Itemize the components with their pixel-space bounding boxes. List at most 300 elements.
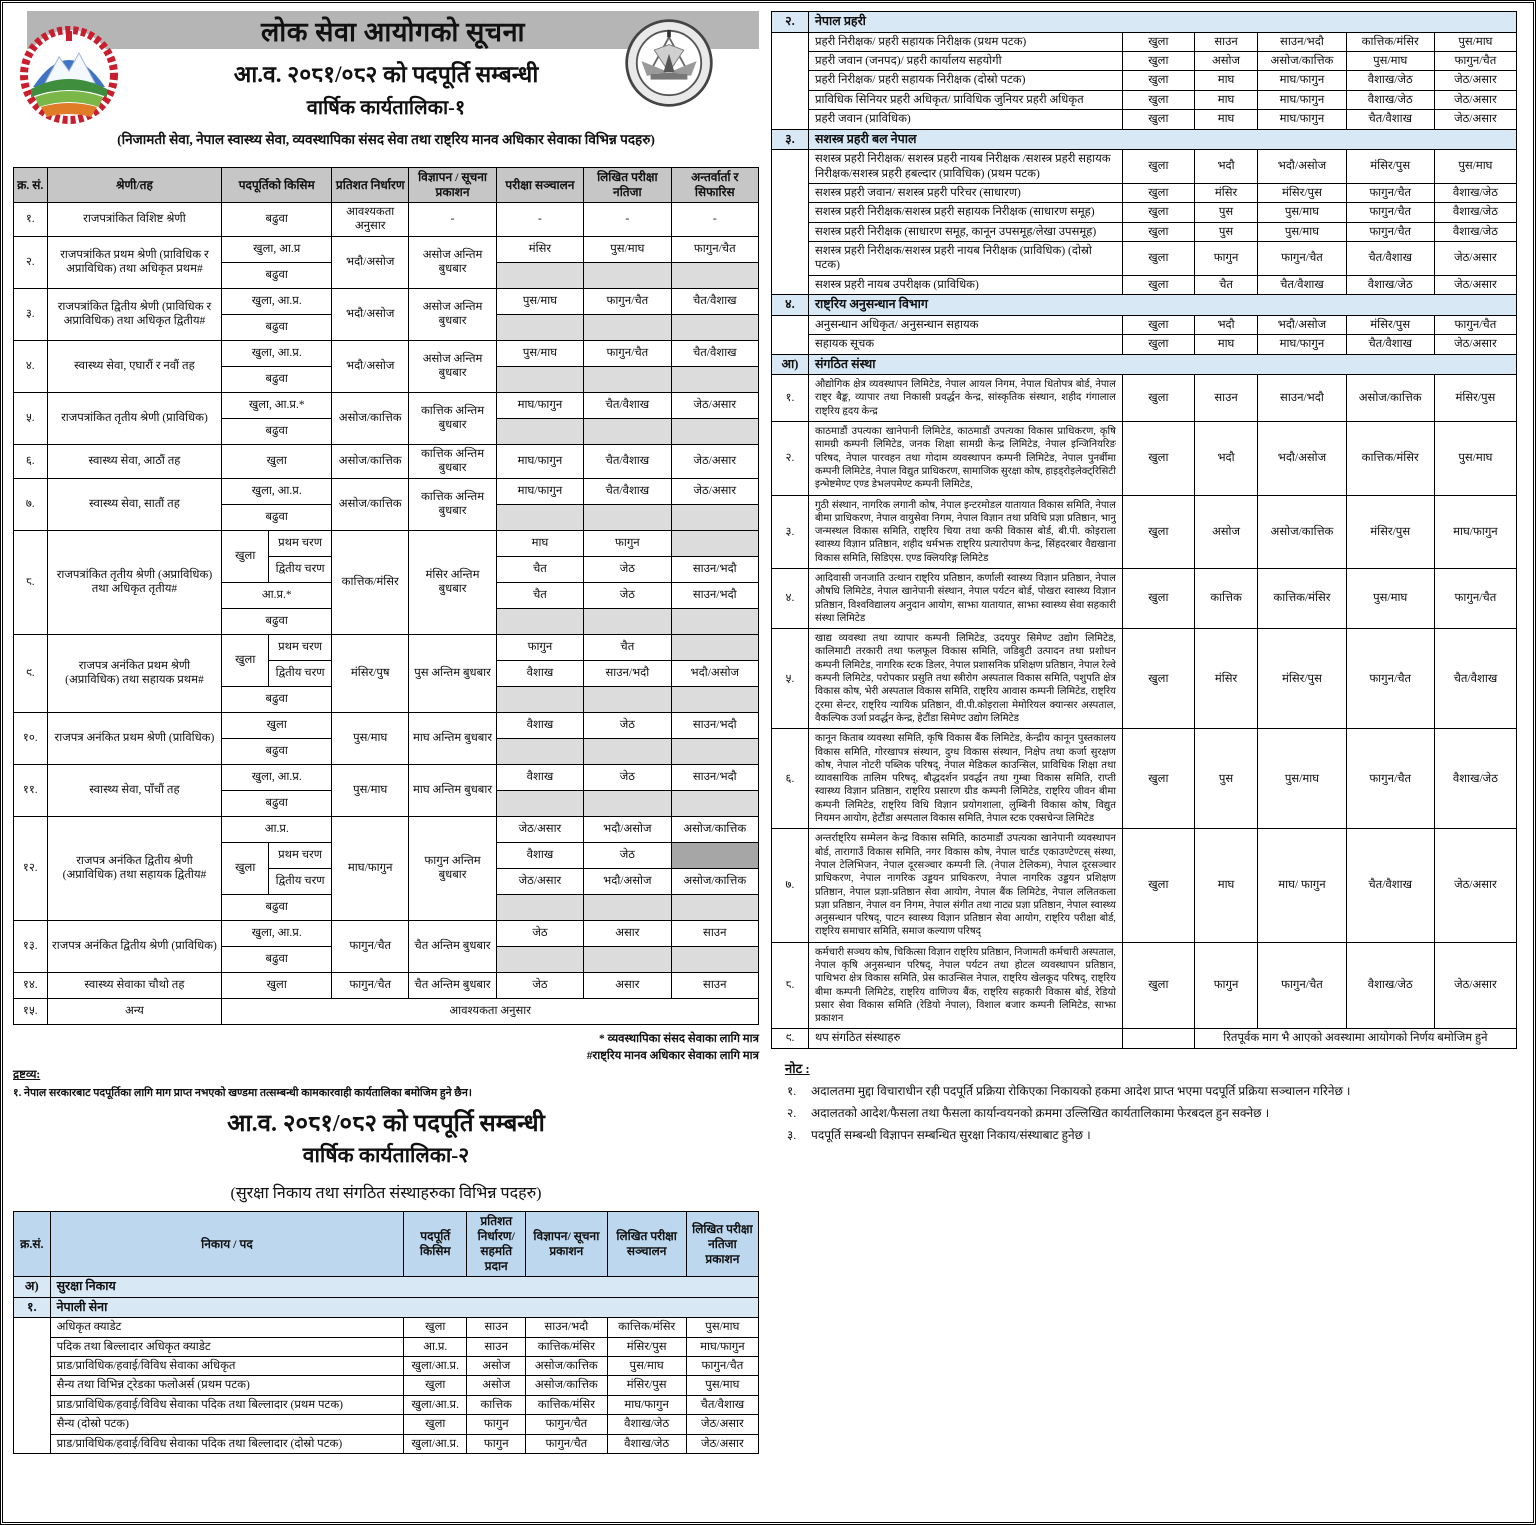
table-cell: जेठ/असार [496,816,583,842]
table-cell: खुला [1122,275,1194,294]
table-cell: जेठ/असार [1434,829,1516,942]
drastabya-note: १. नेपाल सरकारबाट पदपूर्तिका लागि माग प्राप्त नभएको खण्डमा तत्सम्बन्धी कामकारवाही कार्यतालिका बमोजिम हुने छैन। [13,1087,472,1099]
table-cell: भदौ [1194,315,1258,334]
table-cell: माघ/फागुन [1434,495,1516,568]
table-cell: फागुन [496,634,583,660]
schedule2-fy-line: आ.व. २०८१/०८२ को पदपूर्ति सम्बन्धी [227,1111,545,1137]
table-cell: खुला [222,842,269,894]
table-cell: खुला [1122,203,1194,222]
table-cell: असोज/कात्तिक [671,868,758,894]
table-cell: १५. [14,998,48,1024]
table-cell: कात्तिक अन्तिम बुधबार [409,444,496,478]
table-cell [496,790,583,816]
table-cell [671,314,758,340]
table-cell: प्रथम चरण [269,634,332,660]
table-cell: मंसिर/पुस [1346,315,1434,334]
table-cell: माघ/फागुन [607,1395,686,1414]
table-cell [671,946,758,972]
table-cell: वैशाख [496,842,583,868]
table-cell: खुला [222,972,332,998]
table-cell: जेठ [584,556,671,582]
table-cell: असोज/कात्तिक [332,478,409,530]
table-cell: सशस्त्र प्रहरी निरीक्षक (साधारण समूह, कानून उपसमूह/लेखा उपसमूह) [808,222,1122,241]
table-cell: पुस/माघ [332,712,409,764]
table-cell: राजपत्र अनंकित द्वितीय श्रेणी (प्राविधिक) [47,920,222,972]
table-cell: खुला/आ.प्र. [404,1357,467,1376]
table-cell: मंसिर/पुस [607,1376,686,1395]
table-cell: ४. [14,340,48,392]
table-cell: खुला, आ.प्र. [222,288,332,314]
table-cell: आ.प्र.* [222,582,332,608]
note-item [787,1104,1517,1121]
table-cell: खुला [1122,422,1194,495]
table-cell: पदिक तथा बिल्लादार अधिकृत क्याडेट [50,1337,404,1356]
table-cell: सशस्त्र प्रहरी निरीक्षक/सशस्त्र प्रहरी सहायक निरीक्षक (साधारण समूह) [808,203,1122,222]
table-cell: असोज/कात्तिक [332,392,409,444]
table-cell [496,314,583,340]
table-cell: खुला [404,1376,467,1395]
schedule1-scope: (निजामती सेवा, नेपाल स्वास्थ्य सेवा, व्यवस्थापिका संसद सेवा तथा राष्ट्रिय मानव अधिकार सेवाका विभिन्न पदहरु) [117,132,655,147]
table-cell: अन्तर्राष्ट्रिय सम्मेलन केन्द्र विकास समिति, काठमाडौं उपत्यका खानेपानी व्यवस्थापन बोर्ड, तारागाउँ विकास समिति, नगर विकास कोष, नेपाल चार्टड एकाउण्टेण्टस् संस्था, नेपाल टेलिभिजन, नेपाल दूरसञ्चार कम्पनी लि. (नेपाल टेलिकम), नेपाल दूरसञ्चार प्राधिकरण, नेपाल नागरिक उड्डयन प्राधिकरण, नेपाल नागरिक उड्डयन प्रशिक्षण प्रतिष्ठान, नेपाल प्रज्ञा-प्रतिष्ठान सेवा आयोग, नेपाल बैंक लिमिटेड, नेपाल ललितकला प्रज्ञा प्रतिष्ठान, नेपाल वन निगम, नेपाल संगीत तथा नाट्य प्रज्ञा प्रतिष्ठान, नेपाल स्वास्थ्य अनुसन्धान परिषद्, पाटन स्वास्थ्य विज्ञान प्रतिष्ठान सेवा आयोग, राष्ट्रिय परीक्षा बोर्ड, राष्ट्रिय समाचार समिति, समाज कल्याण परिषद् [808,829,1122,942]
table-cell: राष्ट्रिय अनुसन्धान विभाग [808,295,1516,316]
table-cell: जेठ/असार [671,392,758,418]
table-cell: चैत/वैशाख [671,340,758,366]
table-cell: द्वितीय चरण [269,556,332,582]
schedule1-title: वार्षिक कार्यतालिका-१ [306,97,466,119]
table-cell: बढुवा [222,418,332,444]
note-number: ३. [787,1127,797,1142]
table-cell: आ) [772,354,809,375]
table-cell: साउन [1194,32,1258,51]
table-cell: माघ अन्तिम बुधबार [409,712,496,764]
table-cell: साउन [671,920,758,946]
table-cell: - [584,203,671,237]
table-cell [584,686,671,712]
table-cell: राजपत्र अनंकित प्रथम श्रेणी (अप्राविधिक) तथा सहायक प्रथम# [47,634,222,712]
table-cell: खुला [1122,32,1194,51]
table-cell: खुला [1122,183,1194,202]
table-cell: खुला [1122,629,1194,729]
table-cell: १३. [14,920,48,972]
table-cell: १२. [14,816,48,920]
table-cell: सैन्य तथा विभिन्न ट्रेडका फलोअर्स (प्रथम पटक) [50,1376,404,1395]
table-cell: असार [584,972,671,998]
table-cell: रितपूर्वक माग भै आएको अवस्थामा आयोगको निर्णय बमोजिम हुने [1194,1029,1516,1048]
table-cell: ७. [14,478,48,530]
table-cell: माघ/फागुन [1258,90,1346,109]
table-cell: पदपूर्तिको किसिम [222,168,332,203]
table-cell: ३. [14,288,48,340]
note-text: अदालतमा मुद्दा विचाराधीन रही पदपूर्ति प्रक्रिया रोकिएका निकायको हकमा आदेश प्राप्त भएमा पदपूर्ति प्रक्रिया सञ्चालन गरिनेछ । [811,1083,1351,1098]
table-cell [584,314,671,340]
annual-schedule-1-table [13,167,759,1025]
table-cell: प्रहरी जवान (प्राविधिक) [808,110,1122,129]
table-cell: साउन/भदौ [584,660,671,686]
table-cell: पुस/माघ [686,1376,758,1395]
table-cell: असोज अन्तिम बुधबार [409,236,496,288]
table-cell: कात्तिक अन्तिम बुधबार [409,392,496,444]
nepal-emblem-logo [19,25,119,125]
table-cell: अ) [14,1277,51,1298]
table-cell: भदौ/असोज [332,340,409,392]
table-cell: जेठ [496,972,583,998]
table-cell: फागुन [467,1434,526,1453]
table-cell: खुला [1122,110,1194,129]
note-number: १. [787,1083,797,1098]
table-cell: सशस्त्र प्रहरी निरीक्षक/सशस्त्र प्रहरी नायब निरीक्षक (प्राविधिक) (दोस्रो पटक) [808,242,1122,276]
table-cell: ३. [772,495,809,568]
table-cell: फागुन [467,1415,526,1434]
table-cell: असोज [467,1376,526,1395]
table-cell: असोज/कात्तिक [526,1357,607,1376]
right-column [771,11,1517,1514]
table-cell: फागुन [1194,942,1258,1029]
table-cell: चैत [496,582,583,608]
table-cell [671,894,758,920]
table-cell: असोज/कात्तिक [1258,495,1346,568]
table-cell: पुस/माघ [686,1318,758,1337]
table-cell: जेठ/असार [1434,335,1516,354]
table-cell: ९. [772,1029,809,1048]
table-cell: परीक्षा सञ्चालन [496,168,583,203]
table-cell [496,418,583,444]
table-cell: फागुन/चैत [1434,315,1516,334]
table-cell: खुला [1122,71,1194,90]
table-cell: खुला [1122,942,1194,1029]
table-cell: चैत/वैशाख [1434,629,1516,729]
notice-header [13,11,759,163]
table-cell [14,1318,51,1454]
table-cell: चैत/वैशाख [1346,110,1434,129]
table-cell: असोज/कात्तिक [526,1376,607,1395]
table-cell [772,150,809,295]
table-cell [496,608,583,634]
table-cell: बढुवा [222,790,332,816]
table-cell: असोज/कात्तिक [332,444,409,478]
table-cell: साउन [467,1337,526,1356]
table-cell: जेठ/असार [1434,110,1516,129]
table-cell: कात्तिक/मंसिर [526,1395,607,1414]
table-cell: ४. [772,568,809,628]
table-cell: माघ [496,530,583,556]
table-cell: जेठ [584,842,671,868]
table-cell: सशस्त्र प्रहरी जवान/ सशस्त्र प्रहरी परिचर (साधारण) [808,183,1122,202]
table-cell: मंसिर/पुस [607,1337,686,1356]
table-cell: वैशाख/जेठ [1434,183,1516,202]
table-cell: फागुन/चैत [526,1434,607,1453]
table-cell: फागुन/चैत [1346,629,1434,729]
table-cell: खुला [222,530,269,582]
table-cell: भदौ/असोज [332,288,409,340]
table-cell: - [671,203,758,237]
table-cell: राजपत्रांकित द्वितीय श्रेणी (प्राविधिक र अप्राविधिक) तथा अधिकृत द्वितीय# [47,288,222,340]
table-cell: माघ [1194,335,1258,354]
table-cell: वैशाख/जेठ [607,1434,686,1453]
table-cell: प्रथम चरण [269,530,332,556]
table-cell [1122,1029,1194,1048]
table-cell: कात्तिक [467,1395,526,1414]
table-cell: बढुवा [222,504,332,530]
table-cell: माघ/फागुन [332,816,409,920]
table-cell [584,262,671,288]
table-cell: प्रतिशत निर्धारण/ सहमति प्रदान [467,1212,526,1277]
table-cell: माघ [1194,110,1258,129]
table-cell: पुस/माघ [1434,32,1516,51]
note-label: नोट : [785,1060,810,1076]
table-cell [496,686,583,712]
table-cell: जेठ [584,764,671,790]
table-cell: जेठ/असार [1434,90,1516,109]
table-cell [671,504,758,530]
table-cell: माघ/फागुन [1258,335,1346,354]
table-cell: जेठ/असार [686,1434,758,1453]
table-cell: - [409,203,496,237]
table-cell [671,738,758,764]
table-cell: लिखित परीक्षा नतिजा प्रकाशन [686,1212,758,1277]
table-cell: फागुन/चैत [1434,52,1516,71]
table-cell: साउन/भदौ [1258,375,1346,422]
table-cell: क्र. सं. [14,168,48,203]
table-cell: भदौ/असोज [584,816,671,842]
note-list [787,1082,1517,1143]
table-cell: कात्तिक [1194,568,1258,628]
table-cell: पुस/माघ [496,340,583,366]
table-cell: मंसिर/पुस [1258,629,1346,729]
table-cell: वैशाख/जेठ [607,1415,686,1434]
table-cell: वैशाख [496,660,583,686]
table-cell: खुला [1122,315,1194,334]
table-cell: विज्ञापन / सूचना प्रकाशन [409,168,496,203]
table-cell: मंसिर अन्तिम बुधबार [409,530,496,634]
table-cell: चैत अन्तिम बुधबार [409,920,496,972]
table-cell: साउन [467,1318,526,1337]
note-item [787,1082,1517,1099]
table-cell: ११. [14,764,48,816]
table-cell: माघ [1194,90,1258,109]
table-cell: वैशाख/जेठ [1434,729,1516,829]
note-number: २. [787,1105,797,1120]
table-cell: जेठ [584,582,671,608]
table-cell: भदौ/असोज [1258,315,1346,334]
drastabya-label: द्रष्टव्य: [13,1069,41,1081]
table-cell [496,504,583,530]
footnote-hash: #राष्ट्रिय मानव अधिकार सेवाका लागि मात्र [586,1049,759,1062]
table-cell: १०. [14,712,48,764]
table-cell: वैशाख/जेठ [1346,90,1434,109]
table-cell: मंसिर/पुष [332,634,409,712]
table-cell: पुस अन्तिम बुधबार [409,634,496,712]
table-cell: असोज [1194,495,1258,568]
table-cell: स्वास्थ्य सेवा, सातौं तह [47,478,222,530]
table-cell: कात्तिक/मंसिर [1346,32,1434,51]
table-cell: असोज [1194,52,1258,71]
table-cell: राजपत्रांकित प्रथम श्रेणी (प्राविधिक र अप्राविधिक) तथा अधिकृत प्रथम# [47,236,222,288]
table-cell: खुला [1122,150,1194,184]
table-cell: भदौ/असोज [332,236,409,288]
table-cell: वैशाख [496,712,583,738]
table-cell: माघ/फागुन [496,392,583,418]
table-cell [584,504,671,530]
table-cell: खुला, आ.प्र [222,236,332,262]
table-cell: फागुन/चैत [584,288,671,314]
table-cell: ६. [772,729,809,829]
table-cell: फागुन/चैत [1346,222,1434,241]
table-cell [671,608,758,634]
table-cell: पुस/माघ [1346,52,1434,71]
table-cell: जेठ/असार [1434,242,1516,276]
table-cell: खुला, आ.प्र. [222,920,332,946]
table-cell: बढुवा [222,946,332,972]
table-cell: पुस/माघ [1434,150,1516,184]
table-cell: पुस/माघ [332,764,409,816]
table-cell: बढुवा [222,262,332,288]
table-cell: फागुन/चैत [1258,942,1346,1029]
table-cell: ४. [772,295,809,316]
table-cell: चैत/वैशाख [686,1395,758,1414]
table-cell: खुला [1122,242,1194,276]
table-cell: खुला [404,1318,467,1337]
table-cell: स्वास्थ्य सेवाका चौथो तह [47,972,222,998]
table-cell: भदौ/असोज [671,660,758,686]
table-cell: ९. [14,634,48,712]
table-cell: ८. [14,530,48,634]
table-cell: फागुन/चैत [686,1357,758,1376]
table-cell: असोज [467,1357,526,1376]
table-cell [671,530,758,556]
table-cell: साउन/भदौ [526,1318,607,1337]
table-cell: द्वितीय चरण [269,868,332,894]
table-cell: कानून किताब व्यवस्था समिति, कृषि विकास बैंक लिमिटेड, केन्द्रीय कानून पुस्तकालय विकास समिति, गोरखापत्र संस्थान, दुग्ध विकास संस्थान, निक्षेप तथा कर्जा सुरक्षण कोष, नेपाल नोटरी पब्लिक परिषद्, नेपाल मेडिकल काउन्सिल, प्राविधिक शिक्षा तथा व्यावसायिक तालिम परिषद्, बौद्धदर्शन प्रवर्द्धन तथा गुम्बा विकास समिति, राप्ती स्वास्थ्य विज्ञान प्रतिष्ठान, राष्ट्रिय प्रसारण ग्रीड कम्पनी लिमिटेड, राष्ट्रिय जीवन बीमा कम्पनी लिमिटेड, राष्ट्रिय विधि विज्ञान प्रयोगशाला, लुम्बिनी विकास कोष, विद्युत नियमन आयोग, हेटौंडा अस्पताल विकास समिति, नेपाल स्टक एक्सचेन्ज लिमिटेड [808,729,1122,829]
table-cell: आ.प्र. [404,1337,467,1356]
table-cell: मंसिर/पुस [1346,495,1434,568]
table-cell: आदिवासी जनजाति उत्थान राष्ट्रिय प्रतिष्ठान, कर्णाली स्वास्थ्य विज्ञान प्रतिष्ठान, नेपाल औषधि लिमिटेड, नेपाल खानेपानी संस्थान, नेपाल पर्यटन बोर्ड, पोखरा स्वास्थ्य विज्ञान प्रतिष्ठान, विश्वविद्यालय अनुदान आयोग, साझा यातायात, साझा स्वास्थ्य सेवा सहकारी संस्था लिमिटेड [808,568,1122,628]
table-cell: सशस्त्र प्रहरी बल नेपाल [808,129,1516,150]
table-cell [584,894,671,920]
table-cell [772,315,809,354]
table-cell: प्रतिशत निर्धारण [332,168,409,203]
table-cell: जेठ/असार [671,444,758,478]
table-cell: निकाय / पद [50,1212,404,1277]
table-cell: फागुन [1194,242,1258,276]
table-cell: फागुन/चैत [671,236,758,262]
table-cell [496,366,583,392]
table-cell: साउन/भदौ [671,764,758,790]
table-cell: भदौ [1194,150,1258,184]
table-cell: फागुन/चैत [584,340,671,366]
table-cell: श्रेणी/तह [47,168,222,203]
table-cell: चैत [1194,275,1258,294]
table-cell: प्राड/प्राविधिक/हवाई/विविध सेवाका पदिक तथा बिल्लादार (दोस्रो पटक) [50,1434,404,1453]
table-cell: बढुवा [222,738,332,764]
table-cell: माघ/फागुन [686,1337,758,1356]
table-cell: साउन/भदौ [671,556,758,582]
table-cell: साउन/भदौ [671,582,758,608]
table-cell: २. [772,422,809,495]
table-cell: सैन्य (दोस्रो पटक) [50,1415,404,1434]
table-cell: बढुवा [222,203,332,237]
table-cell: पुस/माघ [496,288,583,314]
table-cell: खुला/आ.प्र. [404,1434,467,1453]
table-cell: सहायक सूचक [808,335,1122,354]
table-cell: मंसिर [1194,183,1258,202]
table-cell: राजपत्रांकित विशिष्ट श्रेणी [47,203,222,237]
table-cell: वैशाख/जेठ [1434,222,1516,241]
table-cell: १. [772,375,809,422]
table-cell: मंसिर/पुस [1346,150,1434,184]
table-cell: औद्योगिक क्षेत्र व्यवस्थापन लिमिटेड, नेपाल आयल निगम, नेपाल धितोपत्र बोर्ड, नेपाल राष्ट्र बैङ्क, व्यापार तथा निकासी प्रवर्द्धन केन्द्र, सांस्कृतिक संस्थान, शहीद गंगालाल राष्ट्रिय हृदय केन्द्र [808,375,1122,422]
table-cell: जेठ/असार [1434,942,1516,1029]
table-cell: भदौ/असोज [1258,150,1346,184]
table-cell: कात्तिक/मंसिर [607,1318,686,1337]
table-cell: काठमाडौं उपत्यका खानेपानी लिमिटेड, काठमाडौं उपत्यका विकास प्राधिकरण, कृषि सामग्री कम्पनी लिमिटेड, जनक शिक्षा सामग्री केन्द्र लिमिटेड, नेपाल इन्जिनियरिङ परिषद, नेपाल पारवहन तथा गोदाम व्यवस्थापन कम्पनी लिमिटेड, नेपाल पुनर्बीमा कम्पनी लिमिटेड, नेपाल विद्युत प्राधिकरण, सामाजिक सुरक्षा कोष, हाइड्रोइलेक्ट्रिसिटी इन्भेष्टमेण्ट एण्ड डेभलपमेण्ट कम्पनी लिमिटेड, [808,422,1122,495]
table-cell: असार [584,920,671,946]
table-cell: राजपत्र अनंकित द्वितीय श्रेणी (अप्राविधिक) तथा सहायक द्वितीय# [47,816,222,920]
table-cell: पुस/माघ [607,1357,686,1376]
table-cell: खुला [1122,729,1194,829]
table-cell: खुला [1122,52,1194,71]
table-cell: असोज/कात्तिक [1258,52,1346,71]
table-cell: खुला [222,444,332,478]
note-text: पदपूर्ति सम्बन्धी विज्ञापन सम्बन्धित सुरक्षा निकाय/संस्थाबाट हुनेछ । [811,1127,1091,1142]
table-cell: सशस्त्र प्रहरी नायब उपरीक्षक (प्राविधिक) [808,275,1122,294]
annual-schedule-2-table-right [771,11,1517,1049]
table-cell: ८. [772,942,809,1029]
table-cell [584,738,671,764]
table-cell: २. [14,236,48,288]
table-cell: पदपूर्ति किसिम [404,1212,467,1277]
table-cell: चैत [584,634,671,660]
note-text: अदालतको आदेश/फैसला तथा फैसला कार्यान्वयनको क्रममा उल्लिखित कार्यतालिकामा फेरबदल हुन सक्नेछ । [811,1105,1270,1120]
table-cell: १४. [14,972,48,998]
table-cell: खुला, आ.प्र. [222,478,332,504]
table-cell [671,790,758,816]
footnote-star: * व्यवस्थापिका संसद सेवाका लागि मात्र [598,1032,759,1045]
table-cell: प्रहरी निरीक्षक/ प्रहरी सहायक निरीक्षक (प्रथम पटक) [808,32,1122,51]
table-cell: फागुन/चैत [1346,729,1434,829]
table-cell: चैत/वैशाख [584,478,671,504]
table-cell: खुला [1122,568,1194,628]
table-cell: पुस [1194,729,1258,829]
table-cell: फागुन अन्तिम बुधबार [409,816,496,920]
table-cell: पुस/माघ [1434,422,1516,495]
table-cell: गुठी संस्थान, नागरिक लगानी कोष, नेपाल इन्टरमोडल यातायात विकास समिति, नेपाल बीमा प्राधिकरण, नेपाल वायुसेवा निगम, नेपाल विज्ञान तथा प्रविधि प्रज्ञा प्रतिष्ठान, भानु जन्मस्थल विकास समिति, राष्ट्रिय चिया तथा कफी विकास बोर्ड, बी.पी. कोइराला स्वास्थ्य विज्ञान प्रतिष्ठान, शहीद धर्मभक्त राष्ट्रिय प्रत्यारोपण केन्द्र, सिंहदरबार वैद्यखाना विकास समिति, सिडिएस. एण्ड क्लियरिङ्ग लिमिटेड [808,495,1122,568]
table-cell: साउन [671,972,758,998]
table-cell: पुस [1194,222,1258,241]
table-cell [496,946,583,972]
table-cell: कात्तिक/मंसिर [1346,422,1434,495]
table-cell: साउन/भदौ [671,712,758,738]
table-cell: वैशाख/जेठ [1346,71,1434,90]
table-cell: चैत/वैशाख [584,444,671,478]
table-cell: खुला, आ.प्र.* [222,392,332,418]
table-cell: लिखित परीक्षा नतिजा [584,168,671,203]
note-item [787,1126,1517,1143]
table-cell: ३. [772,129,809,150]
table-cell: फागुन [584,530,671,556]
table-cell: प्रहरी निरीक्षक/ प्रहरी सहायक निरीक्षक (दोस्रो पटक) [808,71,1122,90]
table-cell: खुला [1122,495,1194,568]
table-cell: जेठ/असार [1434,71,1516,90]
fiscal-year-line: आ.व. २०८१/०८२ को पदपूर्ति सम्बन्धी [233,62,539,87]
table-cell: आवश्यकता अनुसार [332,203,409,237]
table-cell: माघ/फागुन [496,478,583,504]
table-cell: मंसिर [496,236,583,262]
table-cell: राजपत्रांकित तृतीय श्रेणी (अप्राविधिक) तथा अधिकृत तृतीय# [47,530,222,634]
table-cell: चैत [496,556,583,582]
table-cell: द्वितीय चरण [269,660,332,686]
table-cell [584,946,671,972]
table-cell [671,842,758,868]
